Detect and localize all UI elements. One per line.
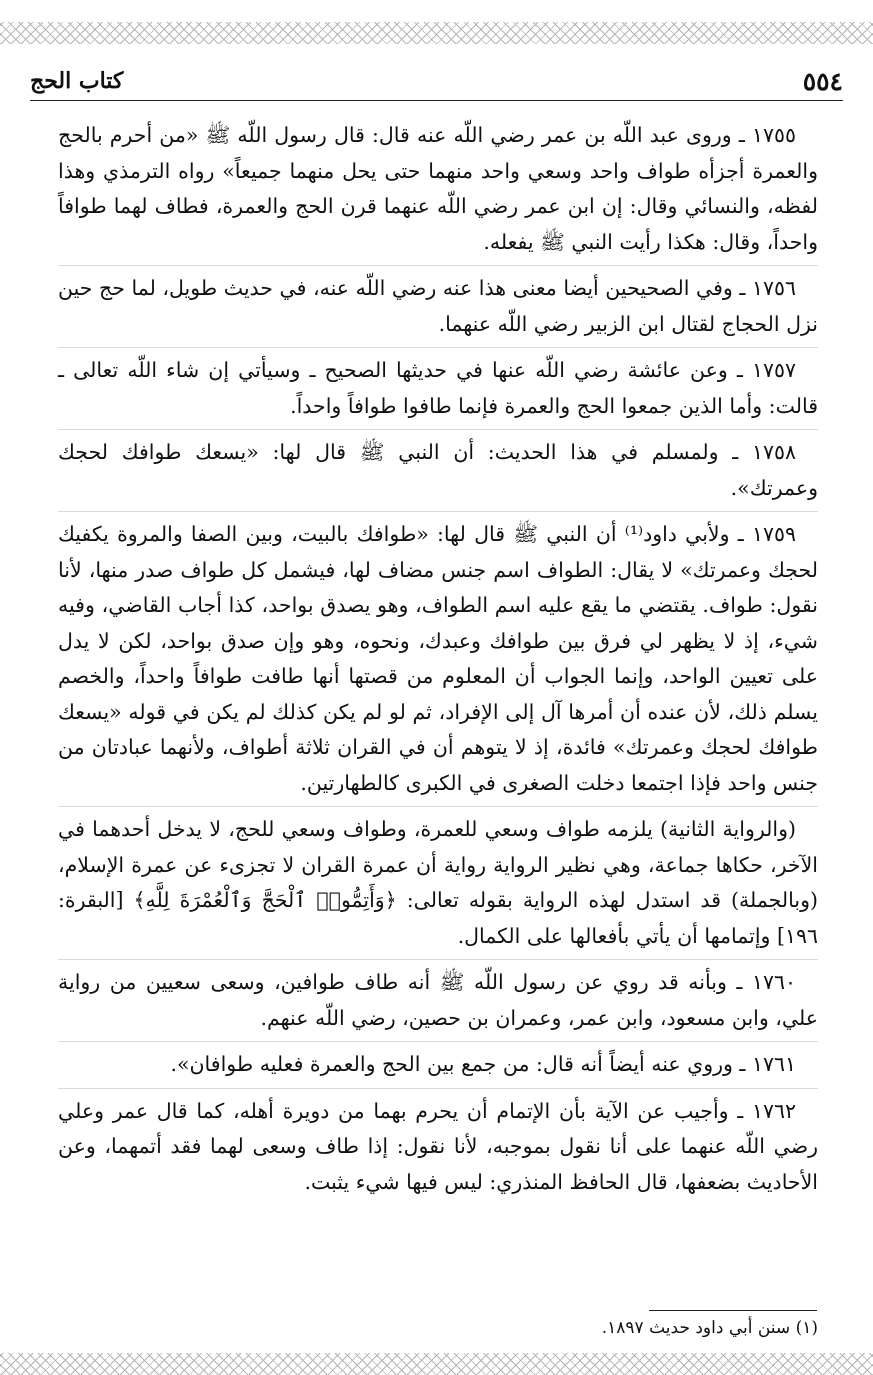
paragraph-1755: ١٧٥٥ ـ وروى عبد اللّه بن عمر رضي اللّه عنه قال: قال رسول اللّه ﷺ «من أحرم بالحج والعمرة أجزأه طواف واحد وسعي واحد منهما حتى يحل منهما جميعاً» رواه الترمذي وهذا لفظه، والنسائي وقال: إن ابن عمر رضي اللّه عنهما قرن الحج والعمرة، فطاف لهما طوافاً واحداً، وقال: هكذا رأيت النبي ﷺ يفعله. <box>58 123 818 254</box>
bottom-ornament-border <box>0 1353 873 1375</box>
page-header <box>30 62 843 101</box>
top-ornament-border <box>0 22 873 44</box>
footnote: (١) سنن أبي داود حديث ١٨٩٧. <box>601 1318 818 1338</box>
paragraph-1762: ١٧٦٢ ـ وأجيب عن الآية بأن الإتمام أن يحرم بهما من دويرة أهله، كما قال عمر وعلي رضي اللّه عنهما على أنا نقول بموجبه، لأنا نقول: إذا طاف وسعى لهما فقد أتمهما، وعن الأحاديث بضعفها، قال الحافظ المنذري: ليس فيها شيء يثبت. <box>58 1088 818 1201</box>
paragraph-1759: ١٧٥٩ ـ ولأبي داود⁽¹⁾ أن النبي ﷺ قال لها: «طوافك بالبيت، وبين الصفا والمروة يكفيك لحجك وعمرتك» لا يقال: الطواف اسم جنس مضاف لها، فيشمل كل طواف صدر منها، لأنا نقول: طواف. يقتضي ما يقع عليه اسم الطواف، وهو يصدق بواحد، كذا أجاب القاضي، وفيه شيء، إذ لا يظهر لي فرق بين طوافك وعبدك، ونحوه، وهو وإن صدق بواحد، لكن لا يدل على تعيين الواحد، وإنما الجواب أن المعلوم من قصتها أنها طافت طوافاً واحداً، والخصم يسلم ذلك، لأن عنده أن أمرها آل إلى الإفراد، ثم لو لم يكن كذلك لم يكن في قوله «يسعك طوافك لحجك وعمرتك» فائدة، إذ لا يتوهم أن في القران ثلاثة أطواف، ولأنهما عبادتان من جنس واحد فإذا اجتمعا دخلت الصغرى في الكبرى كالطهارتين. <box>58 511 818 801</box>
paragraph-1756: ١٧٥٦ ـ وفي الصحيحين أيضا معنى هذا عنه رضي اللّه عنه، في حديث طويل، لما حج حين نزل الحجاج لقتال ابن الزبير رضي اللّه عنهما. <box>58 265 818 342</box>
page-number: ٥٥٤ <box>802 66 843 96</box>
paragraph-1758: ١٧٥٨ ـ ولمسلم في هذا الحديث: أن النبي ﷺ قال لها: «يسعك طوافك لحجك وعمرتك». <box>58 429 818 506</box>
paragraph-1760: ١٧٦٠ ـ وبأنه قد روي عن رسول اللّه ﷺ أنه طاف طوافين، وسعى سعيين من رواية علي، وابن مسعود، وابن عمر، وعمران بن حصين، رضي اللّه عنهم. <box>58 959 818 1036</box>
paragraph-1761: ١٧٦١ ـ وروي عنه أيضاً أنه قال: من جمع بين الحج والعمرة فعليه طوافان». <box>58 1041 818 1083</box>
running-title: كتاب الحج <box>30 68 124 94</box>
paragraph-1757: ١٧٥٧ ـ وعن عائشة رضي اللّه عنها في حديثها الصحيح ـ وسيأتي إن شاء اللّه تعالى ـ قالت: وأما الذين جمعوا الحج والعمرة فإنما طافوا طوافاً واحداً. <box>58 347 818 424</box>
page-body <box>58 118 818 1205</box>
footnote-divider <box>649 1310 817 1311</box>
paragraph-second-narration: (والرواية الثانية) يلزمه طواف وسعي للعمرة، وطواف وسعي للحج، لا يدخل أحدهما في الآخر، حكاها جماعة، وهي نظير الرواية رواية أن عمرة القران لا تجزىء عن عمرة الإسلام، (وبالجملة) قد استدل لهذه الرواية بقوله تعالى: ﴿وَأَتِمُّوا۟ ٱلْحَجَّ وَٱلْعُمْرَةَ لِلَّهِ﴾ [البقرة: ١٩٦] وإتمامها أن يأتي بأفعالها على الكمال. <box>58 806 818 954</box>
